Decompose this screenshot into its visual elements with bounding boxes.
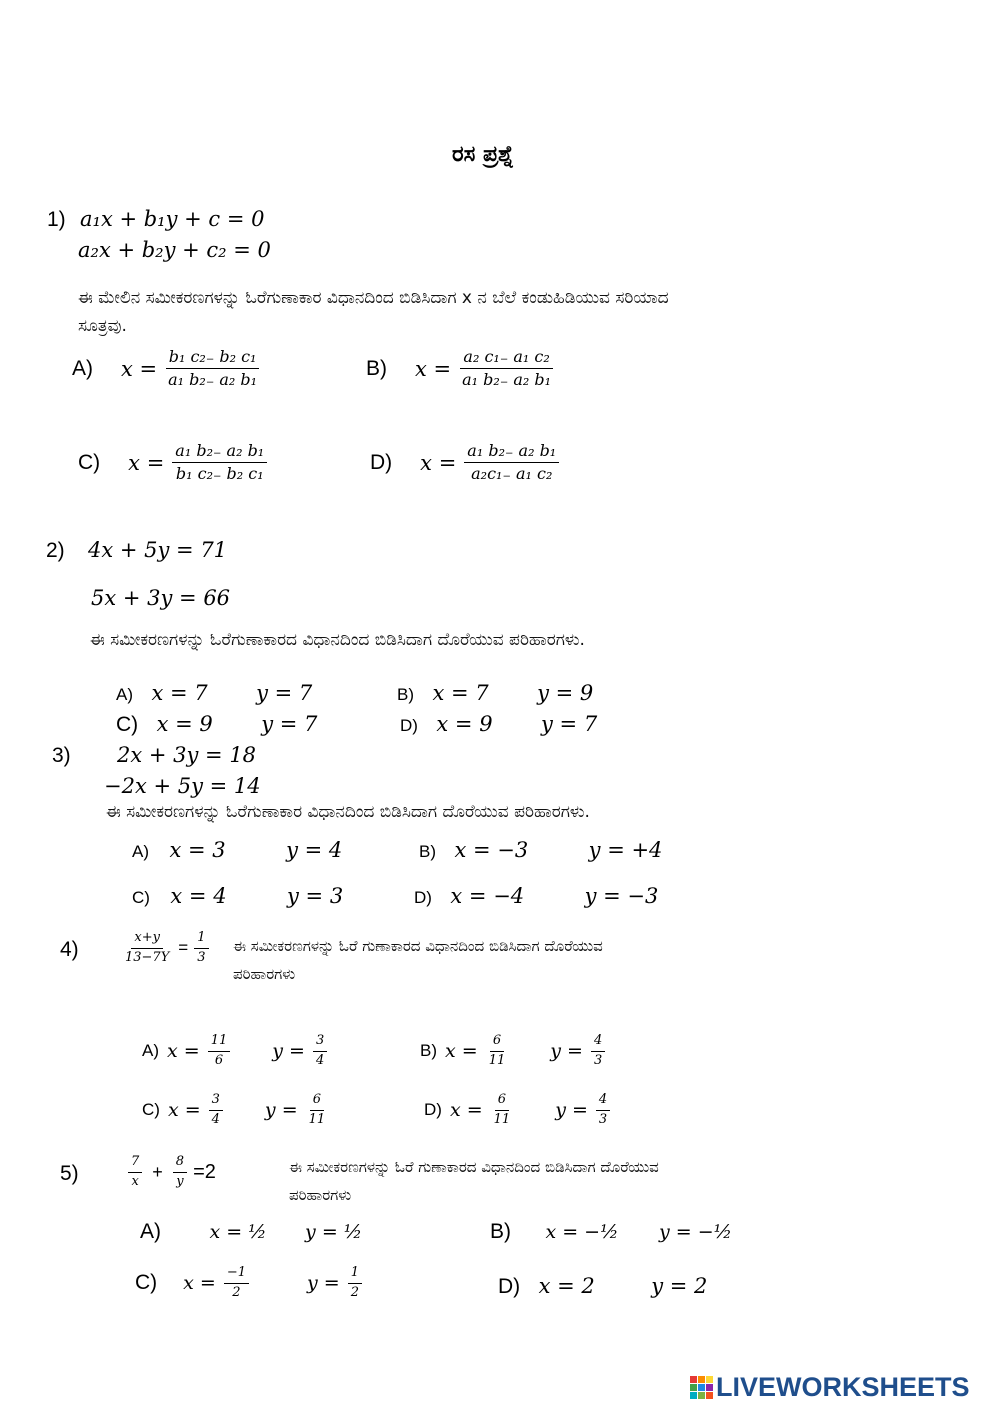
option-x-value: x = 2 <box>538 1274 595 1298</box>
option-lhs: x = <box>420 450 457 475</box>
question-number: 1) <box>47 208 66 231</box>
option-x-value: x = −4 <box>450 884 525 908</box>
option-label: C) <box>135 1271 158 1295</box>
option-x-value: x = 9 <box>436 712 493 736</box>
equation <box>122 928 209 966</box>
fraction-numerator: a₁ b₂₋ a₂ b₁ <box>172 442 267 463</box>
fraction-denominator: 6 <box>214 1052 224 1068</box>
fraction-denominator: 13−7Y <box>125 949 170 965</box>
fraction-numerator: 4 <box>591 1034 605 1052</box>
option-label: C) <box>132 888 150 907</box>
option-x-fraction <box>224 1266 249 1301</box>
option-label: D) <box>414 888 432 907</box>
fraction-denominator: 11 <box>488 1052 506 1068</box>
fraction-denominator: 2 <box>232 1284 241 1300</box>
option-d[interactable] <box>370 442 559 484</box>
question-text: ಪರಿಹಾರಗಳು <box>233 965 296 983</box>
question-number: 3) <box>52 744 71 767</box>
option-y-fraction <box>348 1266 362 1301</box>
option-label: B) <box>419 842 436 861</box>
fraction-numerator: 3 <box>313 1034 327 1052</box>
option-y-fraction <box>313 1034 327 1069</box>
option-label: D) <box>370 450 393 474</box>
equation <box>128 1152 216 1190</box>
option-x-value: x = −3 <box>454 838 529 862</box>
option-b[interactable] <box>420 1034 605 1069</box>
fraction-denominator: a₂c₁₋ a₁ c₂ <box>471 464 553 484</box>
option-y-value: y = 7 <box>256 681 313 705</box>
fraction-denominator: 3 <box>598 1111 608 1127</box>
question-text: ಈ ಸಮೀಕರಣಗಳನ್ನು ಓರೆಗುಣಾಕಾರದ ವಿಧಾನದಿಂದ ಬಿಡಿಸಿದಾಗ ದೊರೆಯುವ ಪರಿಹಾರಗಳು. <box>90 630 585 650</box>
option-x-value: x = 3 <box>169 838 226 862</box>
option-d[interactable] <box>424 1093 610 1128</box>
option-y-label: y = <box>272 1040 305 1063</box>
option-a[interactable] <box>72 348 260 390</box>
option-y-value: y = ½ <box>305 1221 363 1243</box>
option-y-value: y = −½ <box>658 1221 733 1243</box>
option-y-value: y = 7 <box>261 712 318 736</box>
fraction-denominator: 2 <box>350 1284 360 1300</box>
option-label: A) <box>132 842 149 861</box>
fraction-numerator: x+y <box>131 931 163 949</box>
equals-sign: = <box>178 938 189 958</box>
option-a[interactable] <box>132 838 342 862</box>
fraction-numerator: 7 <box>128 1155 142 1173</box>
option-c[interactable] <box>116 712 317 737</box>
question-text: ಈ ಮೇಲಿನ ಸಮೀಕರಣಗಳನ್ನು ಓರೆಗುಣಾಕಾರ ವಿಧಾನದಿಂದ ಬಿಡಿಸಿದಾಗ x ನ ಬೆಲೆ ಕಂಡುಹಿಡಿಯುವ ಸರಿಯಾದ <box>78 288 669 308</box>
question-number: 5) <box>60 1162 79 1185</box>
option-b[interactable] <box>397 681 593 705</box>
fraction-denominator: 11 <box>308 1111 326 1127</box>
brand-name: LIVEWORKSHEETS <box>716 1372 970 1402</box>
question-text: ಸೂತ್ರವು. <box>78 316 127 336</box>
option-label: C) <box>142 1100 160 1120</box>
option-c[interactable] <box>135 1266 362 1301</box>
question-text: ಈ ಸಮೀಕರಣಗಳನ್ನು ಓರೆ ಗುಣಾಕಾರದ ವಿಧಾನದಿಂದ ಬಿಡಿಸಿದಾಗ ದೊರೆಯುವ <box>233 937 603 955</box>
question-number: 2) <box>46 539 65 562</box>
equation: 2x + 3y = 18 <box>117 743 257 767</box>
fraction-numerator: b₁ c₂₋ b₂ c₁ <box>166 348 260 369</box>
option-a[interactable] <box>116 681 312 705</box>
option-c[interactable] <box>78 442 267 484</box>
option-label: A) <box>140 1220 161 1243</box>
option-y-value: y = 3 <box>287 884 344 908</box>
fraction-numerator: 3 <box>209 1093 223 1111</box>
option-label: D) <box>498 1275 521 1298</box>
fraction-numerator: 6 <box>495 1093 509 1111</box>
option-label: D) <box>424 1100 442 1120</box>
fraction-numerator: 1 <box>348 1266 362 1284</box>
option-label: A) <box>72 356 93 380</box>
option-lhs: x = <box>415 356 452 381</box>
fraction-numerator: a₁ b₂₋ a₂ b₁ <box>464 442 559 463</box>
fraction-denominator: y <box>176 1173 184 1189</box>
option-fraction <box>165 348 260 390</box>
fraction-denominator: a₁ b₂₋ a₂ b₁ <box>462 370 552 390</box>
equation: a₁x + b₁y + c = 0 <box>80 207 265 231</box>
option-fraction <box>464 442 559 484</box>
option-label: A) <box>142 1041 159 1061</box>
option-x-fraction <box>209 1093 223 1128</box>
fraction-numerator: 4 <box>596 1093 610 1111</box>
option-label: B) <box>420 1041 437 1061</box>
option-x-label: x = <box>167 1040 200 1063</box>
option-label: D) <box>400 716 418 735</box>
option-d[interactable] <box>498 1274 707 1299</box>
option-a[interactable] <box>142 1034 327 1069</box>
plus-sign: + <box>152 1161 163 1182</box>
option-y-value: y = 9 <box>537 681 594 705</box>
option-y-fraction <box>591 1034 605 1069</box>
option-x-value: x = 7 <box>432 681 489 705</box>
option-y-fraction <box>596 1093 610 1128</box>
equation-fraction <box>194 931 208 966</box>
equation-fraction <box>128 1155 142 1190</box>
option-label: B) <box>366 356 387 380</box>
option-y-value: y = 2 <box>651 1274 708 1298</box>
fraction-denominator: 3 <box>593 1052 603 1068</box>
equation: 4x + 5y = 71 <box>88 538 228 562</box>
equation-fraction <box>173 1155 187 1190</box>
option-label: C) <box>78 450 101 474</box>
question-text: ಪರಿಹಾರಗಳು <box>289 1186 352 1204</box>
option-label: C) <box>116 713 139 736</box>
option-y-label: y = <box>307 1272 340 1295</box>
page-title: ರಸ ಪ್ರಶ್ನೆ <box>452 142 514 167</box>
fraction-denominator: a₁ b₂₋ a₂ b₁ <box>168 370 258 390</box>
logo-icon <box>690 1376 713 1399</box>
option-x-label: x = <box>449 1099 483 1122</box>
option-lhs: x = <box>121 356 158 381</box>
option-label: B) <box>490 1220 511 1243</box>
option-y-fraction <box>306 1093 329 1128</box>
fraction-numerator: 11 <box>208 1034 231 1052</box>
option-x-label: x = <box>167 1099 201 1122</box>
question-number: 4) <box>60 938 79 961</box>
option-x-fraction <box>486 1034 509 1069</box>
fraction-denominator: 4 <box>315 1052 325 1068</box>
option-y-value: y = 4 <box>286 838 343 862</box>
brand-logo[interactable] <box>690 1372 970 1403</box>
fraction-denominator: 11 <box>493 1111 511 1127</box>
option-x-value: x = 9 <box>156 712 213 736</box>
option-c[interactable] <box>142 1093 328 1128</box>
fraction-numerator: 6 <box>310 1093 324 1111</box>
option-fraction <box>172 442 267 484</box>
equation-fraction <box>122 931 172 966</box>
fraction-denominator: x <box>131 1173 139 1189</box>
option-lhs: x = <box>128 450 165 475</box>
fraction-denominator: b₁ c₂₋ b₂ c₁ <box>175 464 264 484</box>
option-x-value: x = 7 <box>151 681 208 705</box>
option-b[interactable] <box>419 838 662 862</box>
fraction-numerator: 8 <box>173 1155 187 1173</box>
option-y-label: y = <box>555 1099 588 1122</box>
fraction-numerator: a₂ c₁₋ a₁ c₂ <box>460 348 552 369</box>
option-y-value: y = 7 <box>541 712 598 736</box>
option-y-value: y = −3 <box>584 884 659 908</box>
option-d[interactable] <box>400 712 597 736</box>
option-x-label: x = <box>445 1040 478 1063</box>
option-x-value: x = ½ <box>209 1221 267 1243</box>
option-x-value: x = −½ <box>545 1221 619 1243</box>
option-d[interactable] <box>414 884 658 908</box>
option-label: A) <box>116 685 133 704</box>
equation: −2x + 5y = 14 <box>104 774 261 798</box>
option-y-label: y = <box>264 1099 298 1122</box>
option-label: B) <box>397 685 414 704</box>
option-x-value: x = 4 <box>170 884 227 908</box>
fraction-numerator: 1 <box>194 931 208 949</box>
option-y-label: y = <box>550 1040 583 1063</box>
option-y-value: y = +4 <box>588 838 663 862</box>
option-x-fraction <box>208 1034 231 1069</box>
equation-rhs: =2 <box>193 1160 216 1183</box>
fraction-denominator: 4 <box>211 1111 220 1127</box>
option-b[interactable] <box>366 348 554 390</box>
option-x-fraction <box>491 1093 514 1128</box>
question-text: ಈ ಸಮೀಕರಣಗಳನ್ನು ಓರೆಗುಣಾಕಾರ ವಿಧಾನದಿಂದ ಬಿಡಿಸಿದಾಗ ದೊರೆಯುವ ಪರಿಹಾರಗಳು. <box>106 802 590 822</box>
fraction-denominator: 3 <box>197 949 206 965</box>
option-a[interactable] <box>140 1220 362 1244</box>
fraction-numerator: −1 <box>224 1266 249 1284</box>
option-b[interactable] <box>490 1220 732 1244</box>
option-x-label: x = <box>183 1272 216 1295</box>
equation: 5x + 3y = 66 <box>91 586 231 610</box>
fraction-numerator: 6 <box>490 1034 504 1052</box>
option-c[interactable] <box>132 884 343 908</box>
option-fraction <box>459 348 554 390</box>
question-text: ಈ ಸಮೀಕರಣಗಳನ್ನು ಓರೆ ಗುಣಾಕಾರದ ವಿಧಾನದಿಂದ ಬಿಡಿಸಿದಾಗ ದೊರೆಯುವ <box>289 1158 659 1176</box>
equation: a₂x + b₂y + c₂ = 0 <box>78 238 271 262</box>
